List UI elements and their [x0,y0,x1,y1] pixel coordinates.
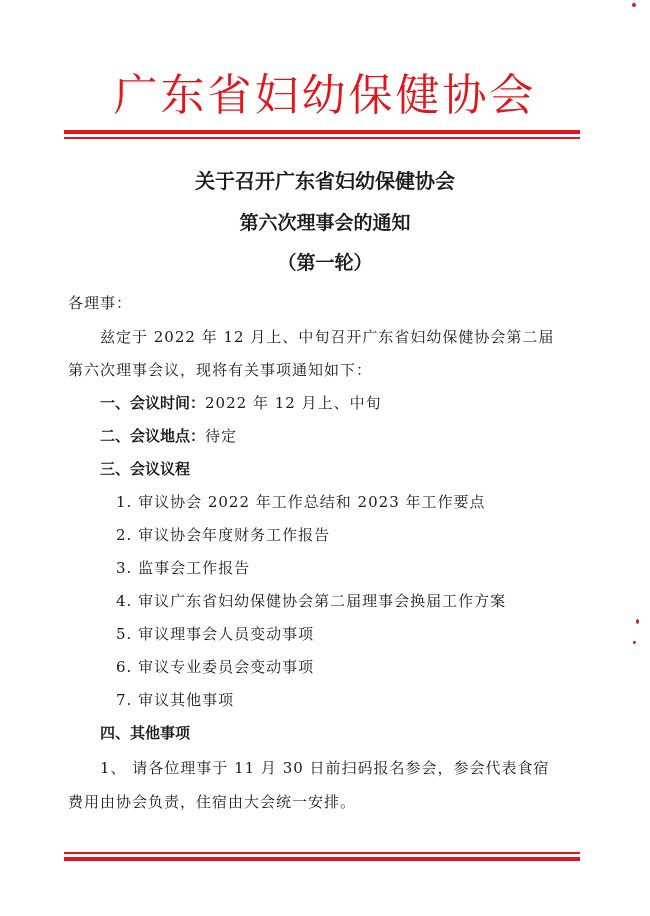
header-rule-thin [64,137,580,139]
header-rule-thick [64,130,580,134]
agenda-item: 5. 审议理事会人员变动事项 [116,625,315,643]
other-line2: 费用由协会负责，住宿由大会统一安排。 [68,793,357,811]
notice-title-line1: 关于召开广东省妇幼保健协会 [195,169,455,193]
agenda-item: 4. 审议广东省妇幼保健协会第二届理事会换届工作方案 [116,592,507,610]
scan-speck-dot [633,641,636,644]
meeting-time [100,392,382,413]
salutation: 各理事： [68,294,133,312]
agenda-item: 6. 审议专业委员会变动事项 [116,658,315,676]
scan-speck-dot [636,619,639,624]
agenda-heading: 三、会议议程 [100,460,191,478]
meeting-place [100,425,237,446]
notice-title-line2: 第六次理事会的通知 [239,212,411,234]
notice-round: （第一轮） [277,252,373,274]
footer-rule-thick [64,857,580,861]
org-name-header: 广东省妇幼保健协会 [113,70,537,121]
footer-rule-thin [64,852,580,854]
other-line1: 1、 请各位理事于 11 月 30 日前扫码报名参会，参会代表食宿 [100,759,550,777]
agenda-item: 3. 监事会工作报告 [116,559,251,577]
meeting-place-label: 二、会议地点： [100,427,206,445]
intro-line2: 第六次理事会议，现将有关事项通知如下： [68,361,373,379]
meeting-time-label: 一、会议时间： [100,394,206,412]
other-heading: 四、其他事项 [100,724,191,742]
agenda-item: 1. 审议协会 2022 年工作总结和 2023 年工作要点 [116,493,486,511]
scan-speck-dot [632,3,636,7]
agenda-item: 7. 审议其他事项 [116,691,235,709]
intro-line1: 兹定于 2022 年 12 月上、中旬召开广东省妇幼保健协会第二届 [100,328,555,346]
meeting-time-value: 2022 年 12 月上、中旬 [205,394,382,412]
meeting-place-value: 待定 [205,427,238,445]
agenda-item: 2. 审议协会年度财务工作报告 [116,526,331,544]
